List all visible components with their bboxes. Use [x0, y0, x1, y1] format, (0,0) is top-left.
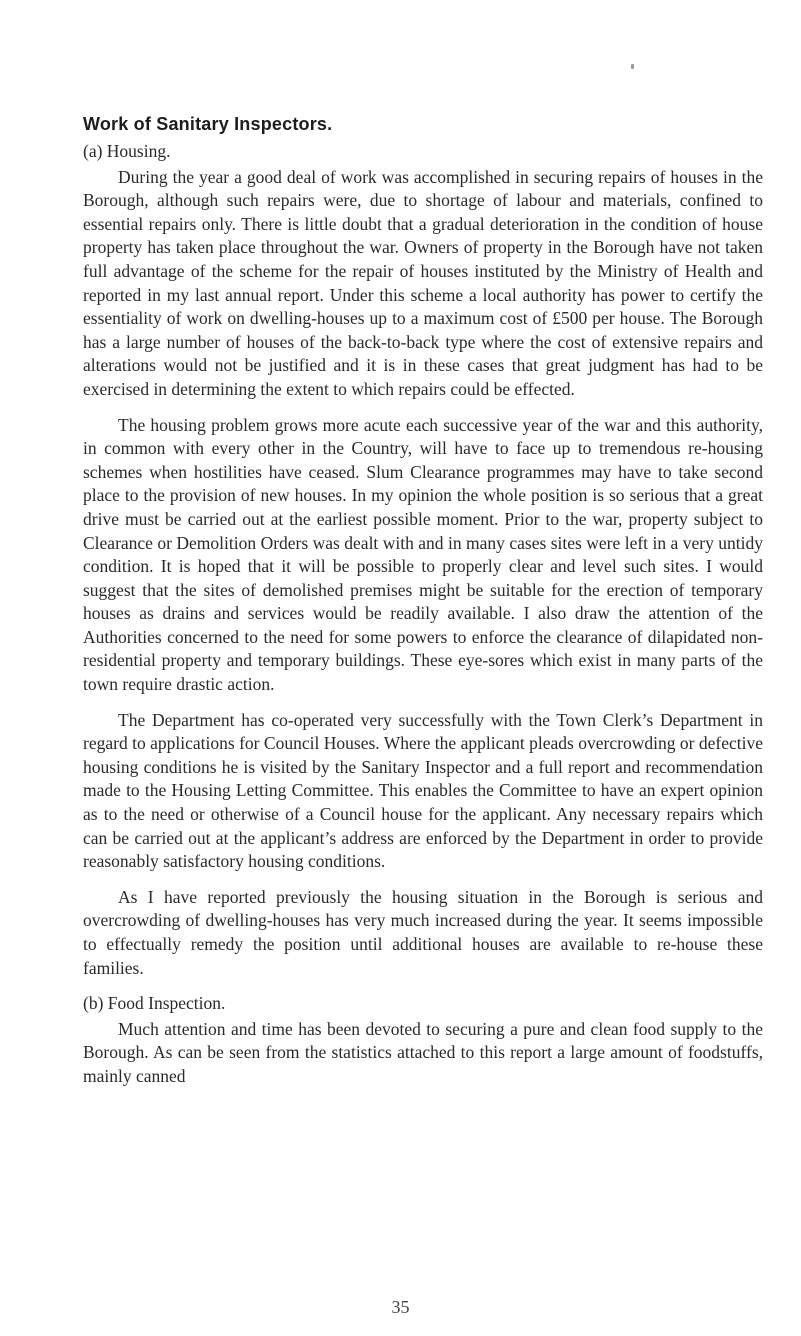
paragraph-food-supply: Much attention and time has been devoted to securing a pure and clean food supply to the Borough. As can be seen from the statistics attached to this report a large amount of foodstuffs, mainly canned [83, 1018, 763, 1086]
subsection-title-housing: (a) Housing. [83, 141, 171, 161]
page-number: 35 [391, 1297, 410, 1317]
paragraph-housing-problem: The housing problem grows more acute each successive year of the war and this authority, in common with every other in the Country, will have to face up to tremendous re-housing schemes when hostilities have ceased. Slum Clearance programmes may have to take second place to the provision of new houses. In my opinion the whole position is so serious that a great drive must be carried out at the earliest possible moment. Prior to the war, property subject to Clearance or Demolition Orders was dealt with and in many cases sites were left in a very untidy condition. It is hoped that it will be possible to properly clear and level such sites. I would suggest that the sites of demolished premises might be suitable for the erection of temporary houses as drains and services would be readily available. I also draw the attention of the Authorities concerned to the need for some powers to enforce the clearance of dilapidated non-residential property and temporary buildings. These eye-sores which exist in many parts of the town require drastic action. [83, 414, 763, 695]
scan-speck [631, 64, 634, 69]
paragraph-housing-repairs: During the year a good deal of work was accomplished in securing repairs of houses in the Borough, although such repairs were, due to shortage of labour and materials, confined to essential repairs only. There is little doubt that a gradual deterioration in the condition of house property has taken place throughout the war. Owners of property in the Borough have not taken full advantage of the scheme for the repair of houses instituted by the Ministry of Health and reported in my last annual report. Under this scheme a local authority has power to certify the essentiality of work on dwelling-houses up to a maximum cost of £500 per house. The Borough has a large number of houses of the back-to-back type where the cost of extensive repairs and alterations would not be justified and it is in these cases that great judgment has had to be exercised in determining the extent to which repairs could be effected. [83, 166, 763, 399]
paragraph-council-houses: The Department has co-operated very successfully with the Town Clerk’s Department in regard to applications for Council Houses. Where the applicant pleads overcrowding or defective housing conditions he is visited by the Sanitary Inspector and a full report and recommendation made to the Housing Letting Committee. This enables the Committee to have an expert opinion as to the need or otherwise of a Council house for the applicant. Any necessary repairs which can be carried out at the applicant’s address are enforced by the Department in order to provide reasonably satisfactory housing conditions. [83, 709, 763, 872]
document-page [83, 112, 763, 1089]
paragraph-overcrowding: As I have reported previously the housing situation in the Borough is serious and overcrowding of dwelling-houses has very much increased during the year. It seems impossible to effectually remedy the position until additional houses are available to re-house these families. [83, 886, 763, 978]
subsection-title-food-inspection: (b) Food Inspection. [83, 993, 226, 1014]
section-heading: Work of Sanitary Inspectors. [83, 114, 333, 134]
